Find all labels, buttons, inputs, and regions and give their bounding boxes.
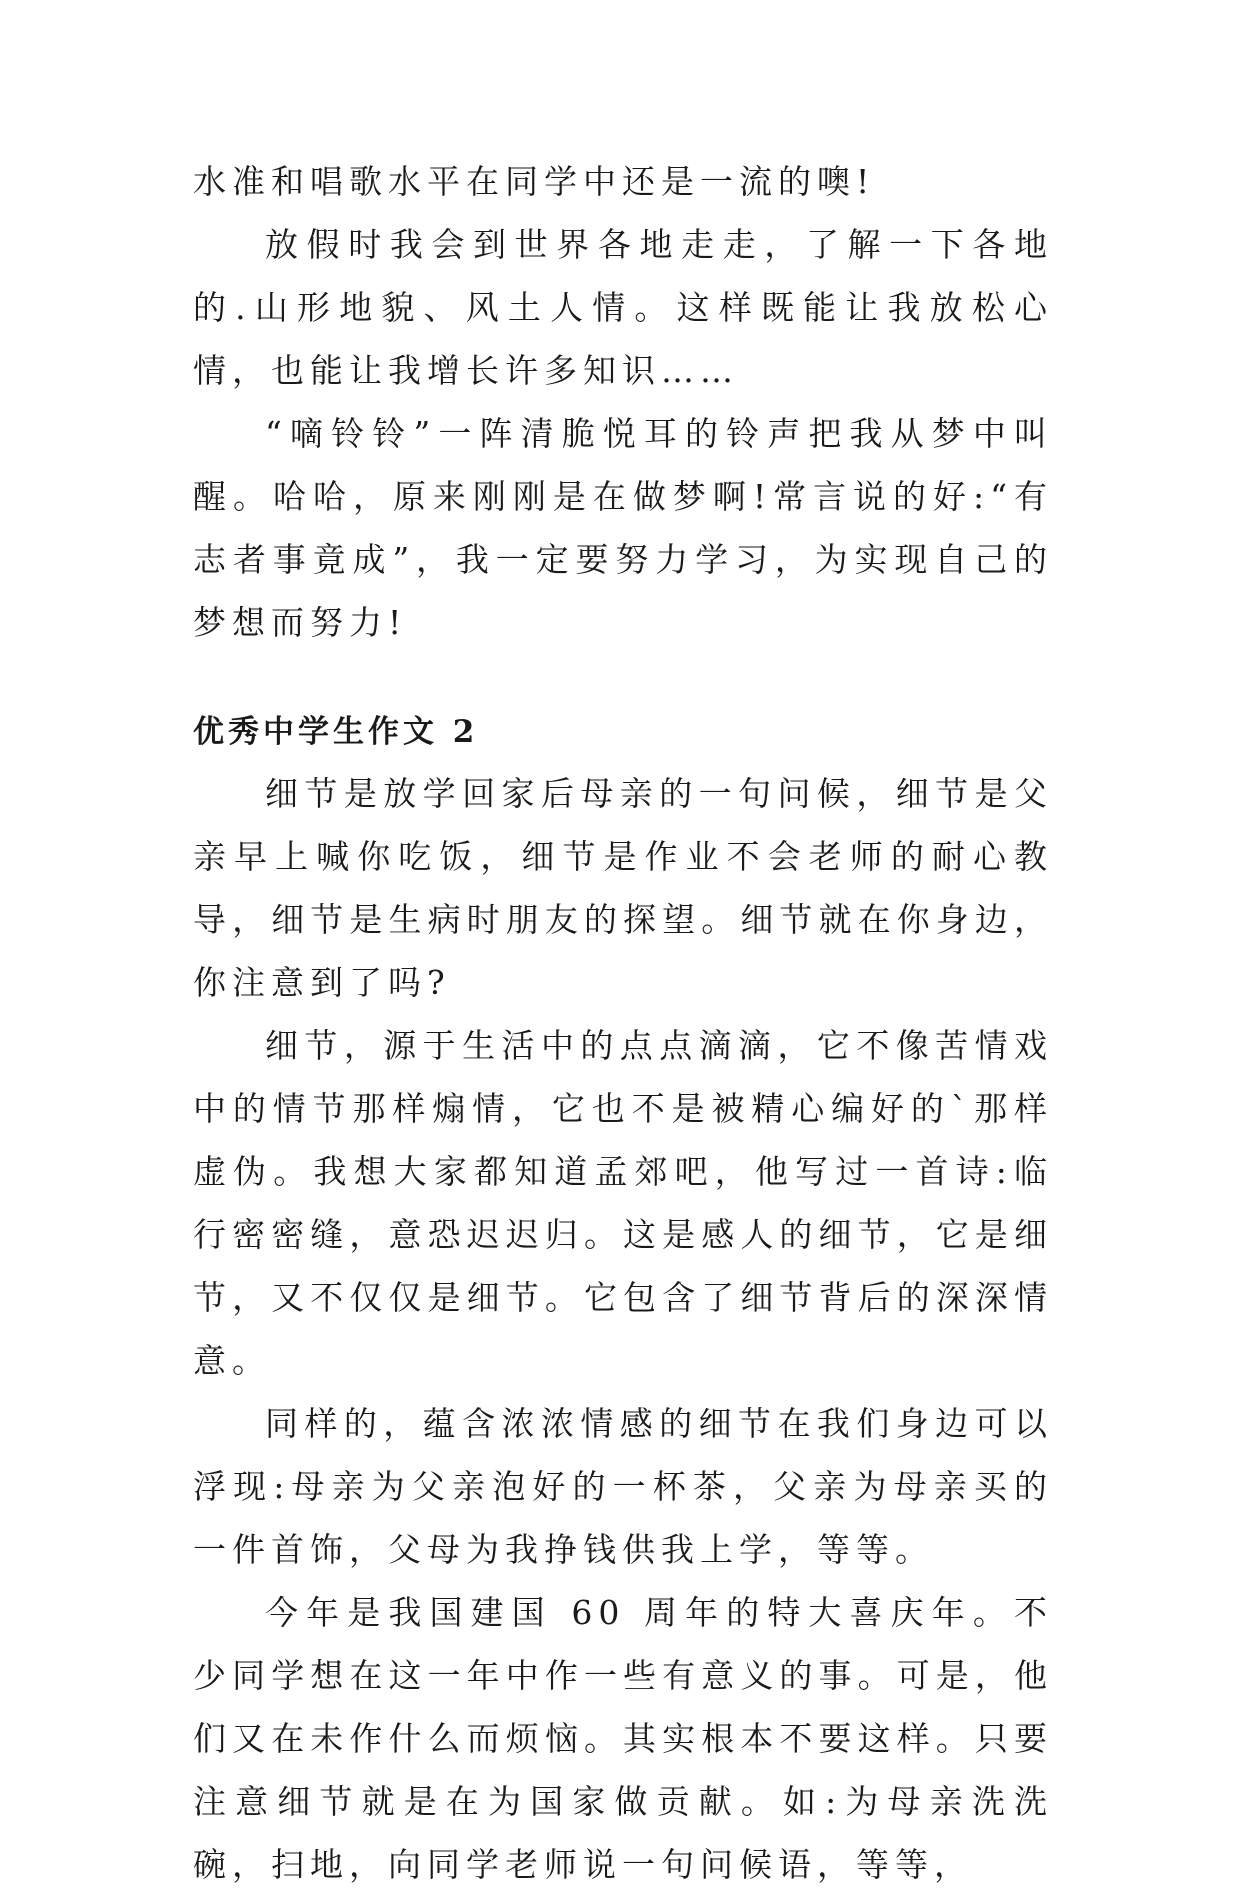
paragraph-detail-family: 同样的，蕴含浓浓情感的细节在我们身边可以浮现:母亲为父亲泡好的一杯茶，父亲为母亲买的一件首饰，父母为我挣钱供我上学，等等。 (193, 1404, 1053, 1569)
paragraph-detail-intro: 细节是放学回家后母亲的一句问候，细节是父亲早上喊你吃饭，细节是作业不会老师的耐心教导，细节是生病时朋友的探望。细节就在你身边，你注意到了吗? (193, 774, 1053, 1002)
paragraph-detail-life: 细节，源于生活中的点点滴滴，它不像苦情戏中的情节那样煽情，它也不是被精心编好的`那样虚伪。我想大家都知道孟郊吧，他写过一首诗:临行密密缝，意恐迟迟归。这是感人的细节，它是细节，又不仅仅是细节。它包含了细节背后的深深情意。 (193, 1026, 1053, 1380)
paragraph-continuation: 水准和唱歌水平在同学中还是一流的噢! (193, 162, 876, 201)
section-title: 优秀中学生作文 2 (193, 714, 479, 750)
paragraph-travel: 放假时我会到世界各地走走，了解一下各地的.山形地貌、风土人情。这样既能让我放松心情，也能让我增长许多知识…… (193, 225, 1053, 390)
document-page (193, 150, 1053, 1896)
paragraph-detail-country: 今年是我国建国 60 周年的特大喜庆年。不少同学想在这一年中作一些有意义的事。可是，他们又在未作什么而烦恼。其实根本不要这样。只要注意细节就是在为国家做贡献。如:为母亲洗洗碗，扫地，向同学老师说一句问候语，等等， (193, 1593, 1053, 1884)
paragraph-wake-up: “嘀铃铃”一阵清脆悦耳的铃声把我从梦中叫醒。哈哈，原来刚刚是在做梦啊!常言说的好:“有志者事竟成”，我一定要努力学习，为实现自己的梦想而努力! (193, 414, 1053, 642)
